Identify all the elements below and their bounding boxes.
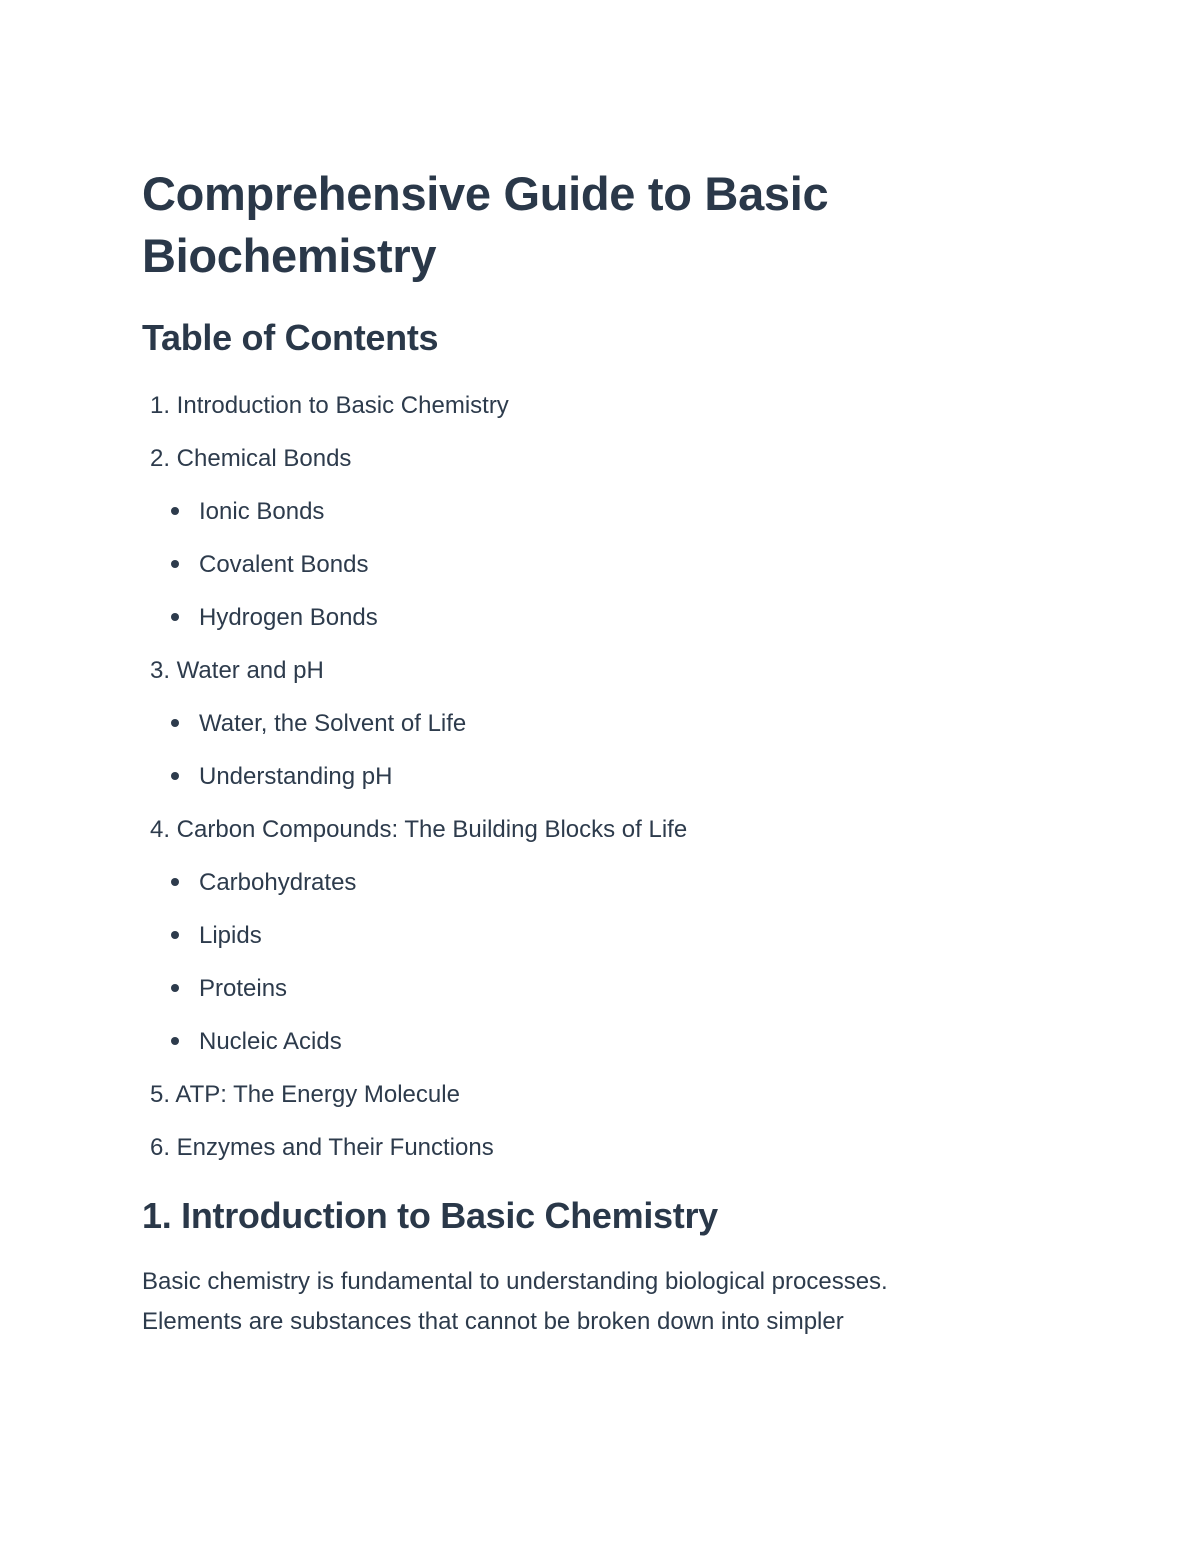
bullet-icon bbox=[171, 560, 179, 568]
toc-subitem-ionic-bonds[interactable] bbox=[142, 485, 687, 538]
bullet-icon bbox=[171, 507, 179, 515]
toc-item-number: 3. bbox=[149, 657, 170, 684]
toc-subitem-label: Lipids bbox=[199, 922, 262, 949]
paragraph-line: Basic chemistry is fundamental to understanding biological processes. bbox=[142, 1268, 888, 1295]
toc-item-introduction[interactable] bbox=[142, 379, 687, 432]
toc-item-number: 2. bbox=[149, 445, 170, 472]
toc-item-number: 1. bbox=[149, 392, 170, 419]
toc-subitem-label: Understanding pH bbox=[199, 763, 393, 790]
toc-item-enzymes[interactable] bbox=[142, 1121, 687, 1174]
bullet-icon bbox=[171, 878, 179, 886]
toc-item-number: 5. bbox=[149, 1081, 170, 1108]
toc-subitem-label: Ionic Bonds bbox=[199, 498, 325, 525]
toc-subitem-carbohydrates[interactable] bbox=[142, 856, 687, 909]
toc-item-number: 6. bbox=[149, 1134, 170, 1161]
bullet-icon bbox=[171, 719, 179, 727]
bullet-icon bbox=[171, 984, 179, 992]
toc-subitem-water-solvent[interactable] bbox=[142, 697, 687, 750]
toc-subitem-label: Hydrogen Bonds bbox=[199, 604, 378, 631]
toc-subitem-label: Covalent Bonds bbox=[199, 551, 369, 578]
toc-item-label: Enzymes and Their Functions bbox=[176, 1134, 494, 1161]
toc-item-label: Chemical Bonds bbox=[176, 445, 352, 472]
bullet-icon bbox=[171, 613, 179, 621]
toc-subitem-lipids[interactable] bbox=[142, 909, 687, 962]
toc-subitem-nucleic-acids[interactable] bbox=[142, 1015, 687, 1068]
bullet-icon bbox=[171, 931, 179, 939]
paragraph-line: Elements are substances that cannot be broken down into simpler bbox=[142, 1308, 844, 1335]
toc-item-number: 4. bbox=[149, 816, 170, 843]
toc-subitem-proteins[interactable] bbox=[142, 962, 687, 1015]
bullet-icon bbox=[171, 1037, 179, 1045]
toc-item-label: ATP: The Energy Molecule bbox=[175, 1081, 460, 1108]
toc-subitem-label: Proteins bbox=[199, 975, 288, 1002]
section-heading-introduction: 1. Introduction to Basic Chemistry bbox=[142, 1195, 718, 1236]
toc-item-label: Carbon Compounds: The Building Blocks of Life bbox=[176, 816, 688, 843]
toc-item-water-and-ph[interactable] bbox=[142, 644, 687, 697]
toc-subitem-hydrogen-bonds[interactable] bbox=[142, 591, 687, 644]
toc-subitem-label: Carbohydrates bbox=[199, 869, 357, 896]
document-title: Comprehensive Guide to Basic Biochemistry bbox=[142, 167, 829, 282]
toc-item-carbon-compounds[interactable] bbox=[142, 803, 687, 856]
toc-subitem-covalent-bonds[interactable] bbox=[142, 538, 687, 591]
toc-heading: Table of Contents bbox=[142, 317, 439, 358]
toc-subitem-label: Nucleic Acids bbox=[199, 1028, 342, 1055]
toc-item-label: Water and pH bbox=[176, 657, 324, 684]
bullet-icon bbox=[171, 772, 179, 780]
section-body-paragraph bbox=[142, 1262, 1042, 1342]
toc-item-atp[interactable] bbox=[142, 1068, 687, 1121]
toc-subitem-understanding-ph[interactable] bbox=[142, 750, 687, 803]
toc-item-chemical-bonds[interactable] bbox=[142, 432, 687, 485]
toc-item-label: Introduction to Basic Chemistry bbox=[176, 392, 509, 419]
table-of-contents bbox=[142, 379, 687, 1174]
toc-subitem-label: Water, the Solvent of Life bbox=[199, 710, 467, 737]
